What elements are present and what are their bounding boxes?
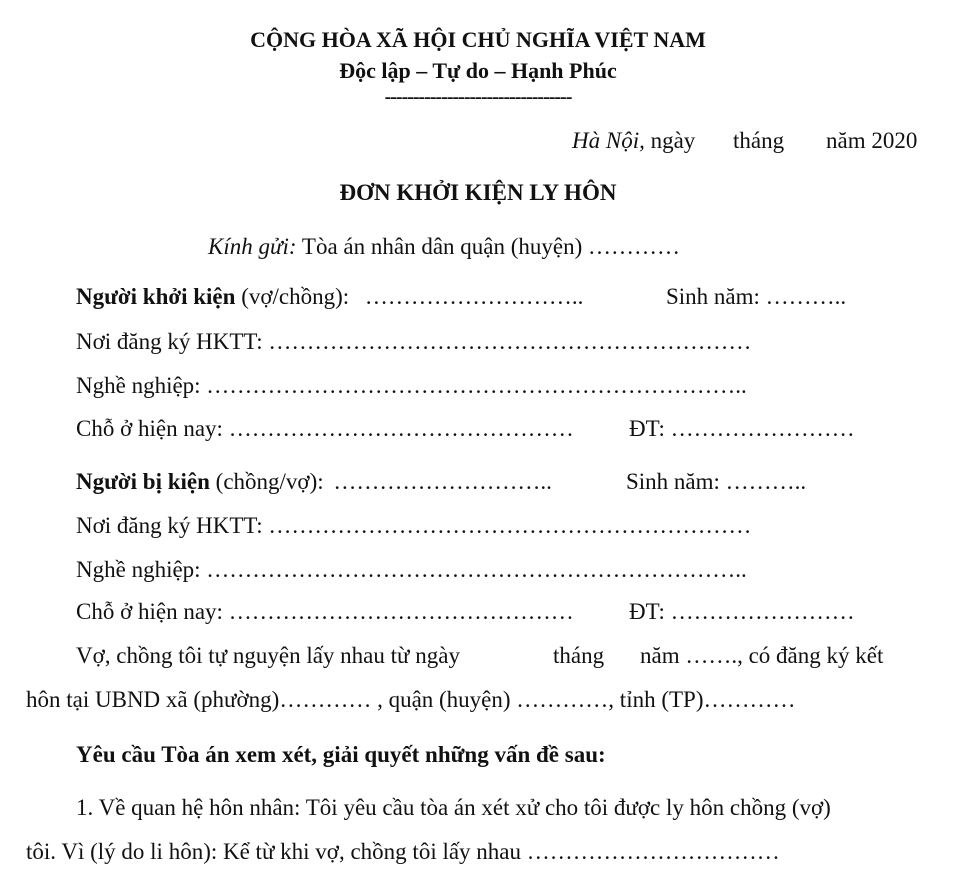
- dateline-month: tháng: [733, 128, 785, 153]
- defendant-birth: [626, 469, 806, 495]
- defendant-name-field: ………………………..: [333, 469, 552, 494]
- plaintiff-birth-label: Sinh năm:: [666, 284, 760, 309]
- plaintiff-name-line: [76, 284, 583, 310]
- defendant-residence: Chỗ ở hiện nay: ………………………………………: [76, 599, 574, 624]
- defendant-registration: Nơi đăng ký HKTT: ………………………………………………………: [76, 513, 752, 538]
- request-item-1-line-2: tôi. Vì (lý do li hôn): Kể từ khi vợ, chồng tôi lấy nhau ……………………………: [26, 839, 780, 864]
- dateline-place: Hà Nội,: [572, 128, 645, 153]
- defendant-phone: ĐT: ……………………: [629, 599, 855, 624]
- dateline: [572, 128, 695, 154]
- dateline-year: năm 2020: [826, 128, 918, 153]
- marriage-line-2: hôn tại UBND xã (phường)………… , quận (huyện) …………, tỉnh (TP)…………: [26, 687, 796, 712]
- dateline-day: ngày: [650, 128, 696, 153]
- plaintiff-registration: Nơi đăng ký HKTT: ………………………………………………………: [76, 329, 752, 354]
- defendant-name-line: [76, 469, 552, 495]
- addressee-value: Tòa án nhân dân quận (huyện) …………: [301, 234, 681, 259]
- defendant-birth-field: ………..: [725, 469, 807, 494]
- document-title: ĐƠN KHỞI KIỆN LY HÔN: [339, 180, 617, 205]
- plaintiff-birth-field: ………..: [765, 284, 847, 309]
- plaintiff-phone: ĐT: ……………………: [629, 416, 855, 441]
- plaintiff-birth: [666, 284, 846, 310]
- request-heading: Yêu cầu Tòa án xem xét, giải quyết những vấn đề sau:: [76, 742, 606, 767]
- marriage-line-1b: tháng: [553, 643, 605, 668]
- defendant-birth-label: Sinh năm:: [626, 469, 720, 494]
- addressee: [208, 234, 680, 260]
- marriage-line-1a: Vợ, chồng tôi tự nguyện lấy nhau từ ngày: [76, 643, 460, 668]
- defendant-occupation: Nghề nghiệp: ……………………………………………………………..: [76, 557, 747, 582]
- plaintiff-name-field: ………………………..: [364, 284, 584, 309]
- defendant-label-suffix: (chồng/vợ):: [215, 469, 324, 494]
- header-divider: ---------------------------------: [384, 86, 572, 108]
- addressee-label: Kính gửi:: [208, 234, 297, 259]
- marriage-line-1c: năm ……., có đăng ký kết: [640, 643, 884, 668]
- plaintiff-label-suffix: (vợ/chồng):: [241, 284, 350, 309]
- country-name: CỘNG HÒA XÃ HỘI CHỦ NGHĨA VIỆT NAM: [250, 27, 706, 52]
- plaintiff-occupation: Nghề nghiệp: ……………………………………………………………..: [76, 373, 747, 398]
- plaintiff-residence: Chỗ ở hiện nay: ………………………………………: [76, 416, 574, 441]
- national-motto: Độc lập – Tự do – Hạnh Phúc: [339, 58, 617, 83]
- defendant-label: Người bị kiện: [76, 469, 210, 494]
- plaintiff-label: Người khởi kiện: [76, 284, 236, 309]
- request-item-1-line-1: 1. Về quan hệ hôn nhân: Tôi yêu cầu tòa án xét xử cho tôi được ly hôn chồng (vợ): [76, 795, 831, 820]
